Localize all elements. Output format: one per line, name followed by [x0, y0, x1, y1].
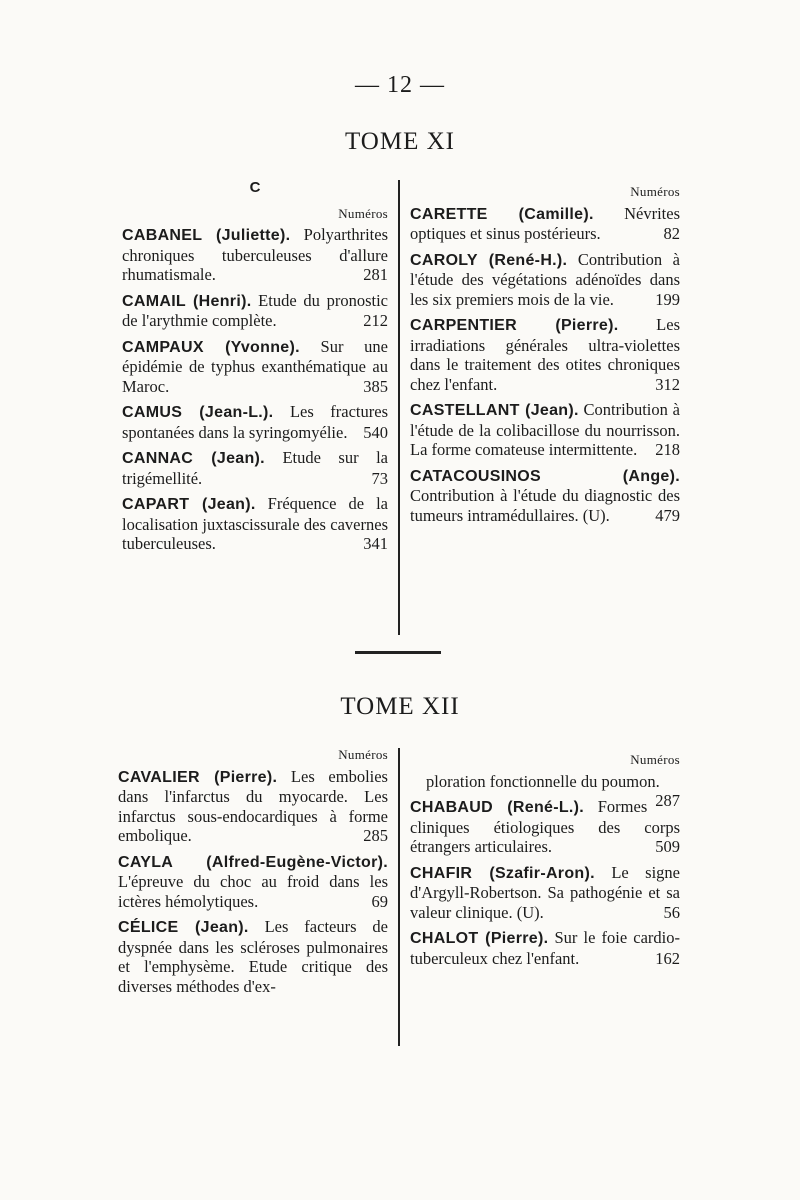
- author-name: CASTELLANT (Jean).: [410, 402, 579, 419]
- entry-title: Contribution à l'étude des végétations adénoïdes dans les six premiers mois de la vie.: [410, 249, 680, 309]
- author-name: CAYLA (Alfred-Eugène-Victor).: [118, 853, 388, 871]
- tome-xi-right-column: [410, 182, 680, 531]
- tome-xii-right-column: [410, 750, 680, 974]
- entry-title: Etude sur la trigémellité.: [122, 448, 389, 488]
- entry-title: Contribution à l'étude du diagnostic des tumeurs intramédullaires. (U).: [410, 486, 680, 525]
- author-name: CAMAIL (Henri).: [122, 292, 252, 310]
- index-entry: [118, 767, 388, 846]
- author-name: CARPENTIER (Pierre).: [410, 317, 619, 334]
- entry-title: Formes cliniques étiologiques des corps étrangers articulaires.: [410, 797, 680, 856]
- index-entry: [122, 402, 388, 442]
- author-name: CAROLY (René-H.).: [410, 251, 568, 269]
- index-entry: [118, 917, 388, 996]
- author-name: CABANEL (Juliette).: [122, 227, 291, 244]
- page-number: — 12 —: [355, 72, 445, 98]
- entry-title: Polyarthrites chroniques tuberculeuses d'allure rhumatismale.: [122, 225, 388, 284]
- column-divider: [398, 180, 400, 635]
- author-name: CHALOT (Pierre).: [410, 930, 549, 947]
- index-entry: [122, 337, 388, 397]
- entry-title: Contribution à l'étude de la colibacillose du nourrisson. La forme comateuse intermittente.: [410, 400, 680, 459]
- tome-xi-title: TOME XI: [344, 128, 455, 155]
- entry-title: L'épreuve du choc au froid dans les ictères hémolytiques.: [118, 872, 388, 911]
- index-entry: [410, 315, 680, 394]
- entry-number: 285: [363, 826, 388, 845]
- entry-title: Sur une épidémie de typhus exanthématique au Maroc.: [122, 336, 388, 396]
- index-entry: [410, 250, 680, 310]
- index-entry: [410, 204, 680, 244]
- numeros-header: Numéros: [338, 747, 388, 762]
- numeros-header: Numéros: [630, 184, 680, 199]
- entry-number: 385: [363, 376, 388, 396]
- author-name: CAPART (Jean).: [122, 496, 256, 513]
- author-name: CÉLICE (Jean).: [118, 919, 249, 936]
- entry-title: Les facteurs de dyspnée dans les scléroses pulmonaires et l'emphysème. Etude critique des diverses méthodes d'ex-: [118, 917, 388, 996]
- entry-number: 73: [371, 468, 388, 488]
- tome-xi-left-column: [122, 178, 388, 560]
- entry-number: 162: [655, 948, 680, 968]
- index-entry: [122, 494, 388, 554]
- numeros-header: Numéros: [338, 205, 388, 221]
- entry-title: Les irradiations générales ultra-violettes dans le traitement des otites chroniques chez l'enfant.: [410, 315, 680, 394]
- column-divider: [398, 748, 400, 1046]
- author-name: CARETTE (Camille).: [410, 205, 594, 223]
- index-entry: [118, 852, 388, 912]
- numeros-header: Numéros: [630, 752, 680, 767]
- entry-number: 69: [371, 891, 388, 911]
- entry-number: 341: [363, 534, 388, 553]
- entry-number: 509: [655, 837, 680, 856]
- author-name: CANNAC (Jean).: [122, 450, 265, 467]
- entry-number: 56: [663, 902, 680, 922]
- entry-number: 212: [363, 311, 388, 330]
- entry-title: Névrites optiques et sinus postérieurs.: [410, 203, 680, 243]
- author-name: CHABAUD (René-L.).: [410, 799, 585, 816]
- tome-xii-title: TOME XII: [340, 693, 460, 720]
- index-entry: [410, 797, 680, 857]
- entry-number: 479: [655, 505, 680, 525]
- entry-title: Etude du pronostic de l'arythmie complète.: [122, 290, 388, 330]
- entry-title: Les fractures spontanées dans la syringomyélie.: [122, 402, 388, 442]
- entry-number: 82: [663, 224, 680, 243]
- entry-number: 287: [655, 791, 680, 810]
- author-name: CAVALIER (Pierre).: [118, 768, 278, 786]
- index-entry: [410, 466, 680, 526]
- author-name: CAMPAUX (Yvonne).: [122, 338, 300, 356]
- entry-number: 218: [655, 440, 680, 459]
- entry-title: Les embolies dans l'infarctus du myocarde. Les infarctus sous-endocardiques à forme embolique.: [118, 766, 388, 845]
- author-name: CAMUS (Jean-L.).: [122, 404, 274, 421]
- entry-number: 199: [655, 289, 680, 309]
- entry-title: Le signe d'Argyll-Robertson. Sa pathogénie et sa valeur clinique. (U).: [410, 862, 681, 922]
- entry-number: 281: [363, 265, 388, 284]
- entry-number: 540: [363, 422, 388, 442]
- entry-title: Fréquence de la localisation juxtascissurale des cavernes tuberculeuses.: [122, 494, 388, 553]
- index-entry: [122, 448, 388, 488]
- tome-xii-left-column: [118, 745, 388, 1002]
- index-entry: [410, 400, 680, 460]
- entry-title: ploration fonctionnelle du poumon.: [426, 771, 660, 791]
- index-entry: [410, 863, 680, 923]
- author-name: CATACOUSINOS (Ange).: [410, 467, 680, 485]
- index-entry: [122, 225, 388, 285]
- index-entry: [410, 928, 680, 968]
- entry-number: 312: [655, 374, 680, 394]
- index-entry: [122, 291, 388, 331]
- author-name: CHAFIR (Szafir-Aron).: [410, 864, 595, 882]
- entry-title: Sur le foie cardio-tuberculeux chez l'enfant.: [410, 928, 680, 968]
- section-letter: C: [249, 179, 261, 196]
- section-separator: [355, 651, 441, 654]
